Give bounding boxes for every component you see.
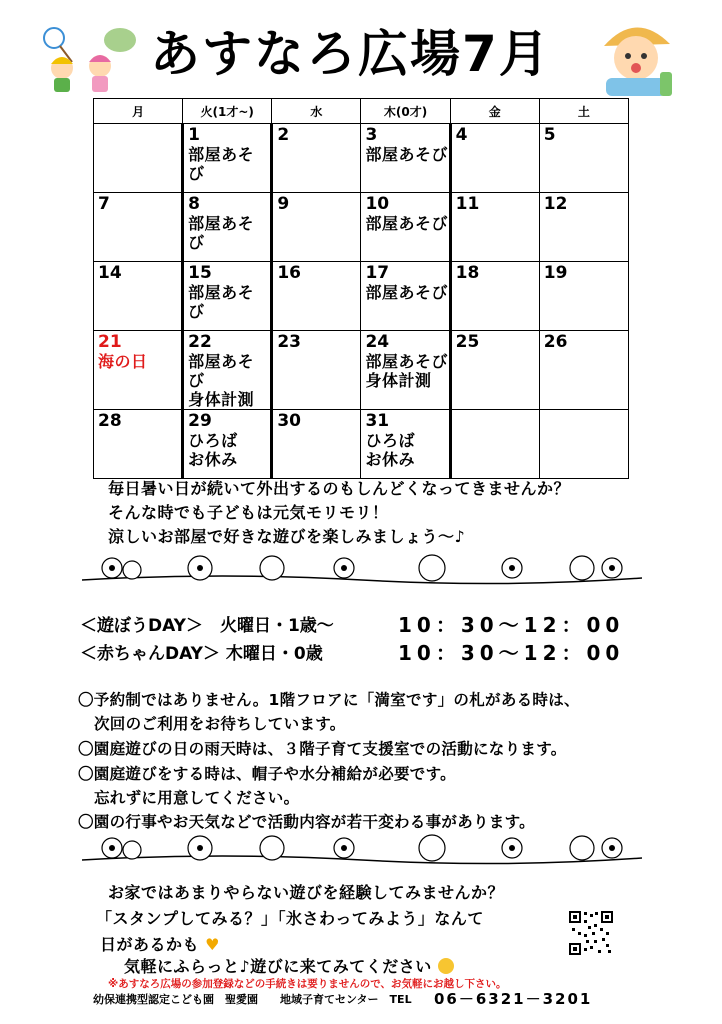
day-number: 29 — [188, 411, 212, 431]
telephone-number: 06－6321－3201 — [434, 990, 593, 1008]
day-number: 24 — [365, 332, 390, 352]
calendar-day-cell — [450, 262, 539, 331]
sunflower-border-decoration — [82, 550, 642, 590]
registration-notice: ※あすなろ広場の参加登録などの手続きは要りませんので、お気軽にお越し下さい。 — [108, 978, 507, 990]
weekday-header-row — [94, 99, 629, 124]
schedule-label: ＜遊ぼうDAY＞ 火曜日・1歳～ — [80, 616, 334, 636]
calendar-day-cell — [272, 410, 361, 479]
calendar-day-cell — [94, 262, 183, 331]
day-number: 19 — [543, 263, 568, 283]
note-item: 〇予約制ではありません。1階フロアに「満室です」の札がある時は、 — [78, 691, 580, 709]
calendar-week-row — [94, 262, 629, 331]
calendar-day-cell — [450, 410, 539, 479]
day-event: 部屋あそび — [188, 145, 255, 183]
calendar-table — [93, 98, 629, 479]
day-number: 11 — [455, 194, 480, 214]
calendar-day-cell — [272, 262, 361, 331]
calendar-day-cell — [361, 193, 450, 262]
day-number: 31 — [365, 411, 390, 431]
day-event: 部屋あそび — [188, 214, 255, 252]
day-number: 5 — [543, 125, 556, 145]
calendar-day-cell — [183, 410, 272, 479]
day-number: 14 — [98, 263, 122, 283]
calendar-day-cell — [361, 124, 450, 193]
day-event: 部屋あそび — [365, 352, 448, 371]
kids-with-net-illustration — [32, 22, 142, 98]
calendar-day-cell — [361, 262, 450, 331]
weekday-header: 水 — [272, 99, 361, 124]
calendar-day-cell — [272, 124, 361, 193]
calendar-week-row — [94, 410, 629, 479]
organization-name: 幼保連携型認定こども園 聖愛園 地域子育てセンター TEL — [93, 993, 412, 1006]
day-number: 15 — [188, 263, 212, 283]
day-number: 22 — [188, 332, 212, 352]
day-number: 16 — [277, 263, 301, 283]
day-number: 1 — [188, 125, 200, 145]
intro-line: そんな時でも子どもは元気モリモリ！ — [108, 503, 389, 522]
calendar-day-cell — [539, 410, 628, 479]
closing-text: 気軽にふらっと♪遊びに来てみてください — [124, 957, 432, 976]
day-number: 26 — [543, 332, 568, 352]
day-event: お休み — [365, 450, 415, 469]
page-title: あすなろ広場7月 — [150, 25, 551, 83]
calendar-day-cell — [272, 331, 361, 410]
weekday-header: 金 — [450, 99, 539, 124]
closing-line: お家ではあまりやらない遊びを経験してみませんか？ — [108, 883, 505, 902]
day-number: 23 — [277, 332, 301, 352]
calendar-day-cell — [539, 331, 628, 410]
calendar-day-cell — [539, 262, 628, 331]
calendar-day-cell — [450, 331, 539, 410]
schedule-time: 10：30～12：00 — [398, 613, 625, 637]
note-item: 次回のご利用をお待ちしています。 — [94, 715, 346, 733]
calendar-week-row — [94, 124, 629, 193]
calendar-day-cell — [183, 124, 272, 193]
calendar-day-cell-holiday — [94, 331, 183, 410]
intro-line: 涼しいお部屋で好きな遊びを楽しみましょう～♪ — [108, 527, 466, 546]
note-item: 〇園の行事やお天気などで活動内容が若干変わる事があります。 — [78, 813, 535, 831]
calendar-day-cell — [94, 193, 183, 262]
day-event: 部屋あそび — [188, 283, 255, 321]
schedule-time: 10：30～12：00 — [398, 641, 625, 665]
day-number: 21 — [98, 332, 122, 352]
day-event: ひろば — [365, 431, 415, 450]
note-item: 忘れずに用意してください。 — [94, 789, 300, 807]
weekday-header: 土 — [539, 99, 628, 124]
heart-icon: ♥ — [205, 935, 220, 954]
day-number: 8 — [188, 194, 200, 214]
qr-code — [568, 910, 614, 956]
weekday-header: 木(0才) — [361, 99, 450, 124]
day-event: ひろば — [188, 431, 238, 450]
day-event: 部屋あそび — [365, 145, 448, 164]
note-item: 〇園庭遊びをする時は、帽子や水分補給が必要です。 — [78, 765, 456, 783]
closing-line — [100, 932, 220, 955]
sunflower-border-decoration — [82, 830, 642, 870]
day-number: 28 — [98, 411, 122, 431]
calendar-day-cell — [450, 193, 539, 262]
day-number: 9 — [277, 194, 290, 214]
calendar-day-cell — [450, 124, 539, 193]
schedule-label: ＜赤ちゃんDAY＞ 木曜日・0歳 — [80, 644, 323, 664]
calendar-day-cell — [272, 193, 361, 262]
intro-line: 毎日暑い日が続いて外出するのもしんどくなってきませんか？ — [108, 479, 571, 498]
baby-eating-illustration — [596, 16, 678, 102]
day-number: 2 — [277, 125, 290, 145]
day-number: 10 — [365, 194, 390, 214]
holiday-label: 海の日 — [98, 352, 148, 371]
day-number: 12 — [543, 194, 568, 214]
day-number: 4 — [455, 125, 468, 145]
calendar-day-cell — [183, 262, 272, 331]
note-item: 〇園庭遊びの日の雨天時は、３階子育て支援室での活動になります。 — [78, 740, 567, 758]
weekday-header: 火(1才~) — [183, 99, 272, 124]
calendar-day-cell — [94, 124, 183, 193]
day-number: 25 — [455, 332, 480, 352]
calendar-day-cell — [361, 410, 450, 479]
closing-text: 日があるかも — [100, 935, 200, 954]
calendar-day-cell — [94, 410, 183, 479]
calendar-day-cell — [183, 331, 272, 410]
closing-line — [124, 954, 454, 977]
calendar-day-cell — [539, 124, 628, 193]
day-event: 身体計測 — [188, 390, 255, 409]
calendar-week-row — [94, 331, 629, 410]
calendar-day-cell — [361, 331, 450, 410]
weekday-header: 月 — [94, 99, 183, 124]
day-event: 部屋あそび — [188, 352, 255, 390]
day-number: 30 — [277, 411, 301, 431]
day-number: 18 — [455, 263, 480, 283]
grinning-face-icon — [438, 958, 454, 974]
day-number: 7 — [98, 194, 110, 214]
day-event: 部屋あそび — [365, 214, 448, 233]
day-number: 17 — [365, 263, 390, 283]
day-event: 身体計測 — [365, 371, 432, 390]
day-number: 3 — [365, 125, 378, 145]
day-event: 部屋あそび — [365, 283, 448, 302]
calendar-week-row — [94, 193, 629, 262]
calendar-day-cell — [183, 193, 272, 262]
calendar-day-cell — [539, 193, 628, 262]
closing-line: 「スタンプしてみる？」「氷さわってみよう」なんて — [96, 909, 484, 928]
day-event: お休み — [188, 450, 238, 469]
